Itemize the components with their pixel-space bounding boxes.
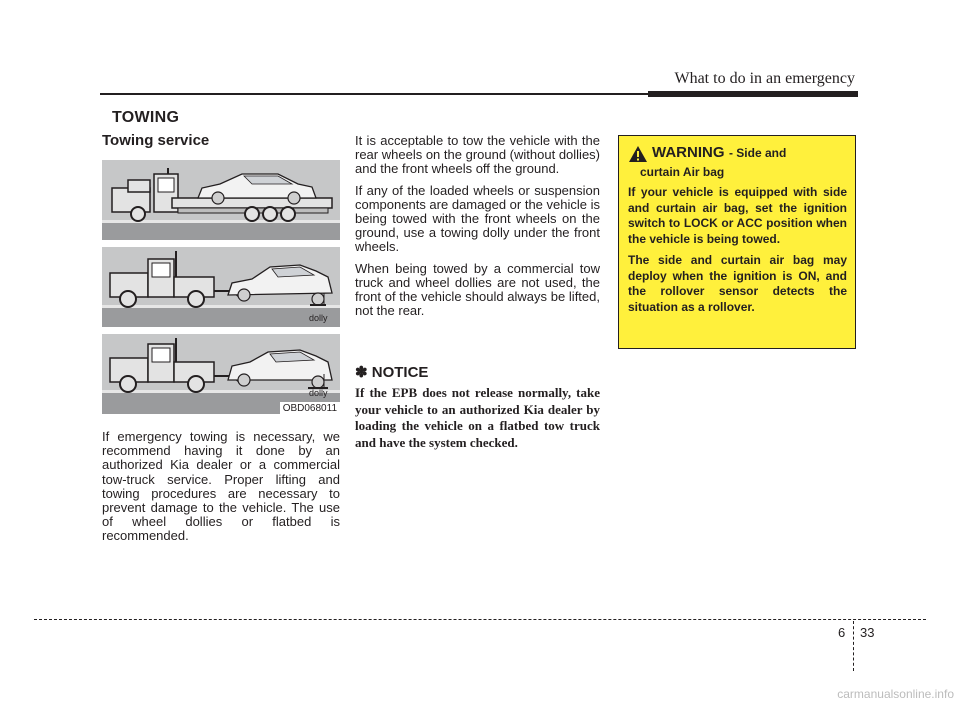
notice-text: If the EPB does not release normally, take your vehicle to an authorized Kia dealer by loading the vehicle on a flatbed tow truck and have the system checked. [355, 385, 600, 450]
section-title: TOWING [112, 109, 180, 126]
notice-heading: ✽ NOTICE [355, 364, 429, 381]
towing-illustration [102, 160, 340, 414]
wheel-lift-truck-drawing-1 [102, 247, 340, 327]
flatbed-truck-drawing [102, 160, 340, 240]
footer-rule [34, 619, 926, 620]
paragraph-commercial-tow: When being towed by a commercial tow truck and wheel dollies are not used, the front of the vehicle should always be lifted, not the rear. [355, 260, 600, 319]
wheel-lift-panel-1 [102, 247, 340, 327]
warning-word: WARNING [652, 144, 725, 161]
header-tab-bar [648, 91, 858, 97]
warning-text-2: The side and curtain air bag may deploy when the ignition is ON, and the rollover sensor detects the situation as a rollover. [628, 253, 847, 314]
warning-header [628, 144, 847, 163]
warning-topic-line1: - Side and [728, 146, 787, 160]
dolly-label-1: dolly [309, 313, 328, 323]
dolly-label-2: dolly [309, 388, 328, 398]
warning-text-1: If your vehicle is equipped with side and curtain air bag, set the ignition switch to LOCK or ACC position when the vehicle is being towed. [628, 185, 847, 246]
header-title: What to do in an emergency [674, 70, 855, 87]
towing-service-text: If emergency towing is necessary, we recommend having it done by an authorized Kia dealer or a commercial tow-truck service. Proper lifting and towing procedures are necessary to prevent damage to the vehicle. The use of wheel dollies or flatbed is recommended. [102, 429, 340, 544]
warning-box [618, 135, 856, 349]
figure-code: OBD068011 [280, 402, 340, 416]
watermark: carmanualsonline.info [837, 687, 954, 701]
footer-page-number: 33 [860, 625, 875, 640]
towing-service-title: Towing service [102, 132, 210, 149]
footer-page-separator [853, 621, 854, 671]
footer-section-number: 6 [838, 625, 846, 640]
paragraph-rear-wheels: It is acceptable to tow the vehicle with the rear wheels on the ground (without dollies) and the front wheels off the ground. [355, 133, 600, 177]
warning-title [652, 144, 786, 162]
paragraph-damaged-wheels: If any of the loaded wheels or suspension components are damaged or the vehicle is being towed with the front wheels on the ground, use a towing dolly under the front wheels. [355, 182, 600, 255]
warning-triangle-icon [628, 145, 648, 163]
column-2-text [355, 134, 600, 325]
warning-topic-line2: curtain Air bag [640, 165, 725, 179]
flatbed-tow-panel [102, 160, 340, 240]
